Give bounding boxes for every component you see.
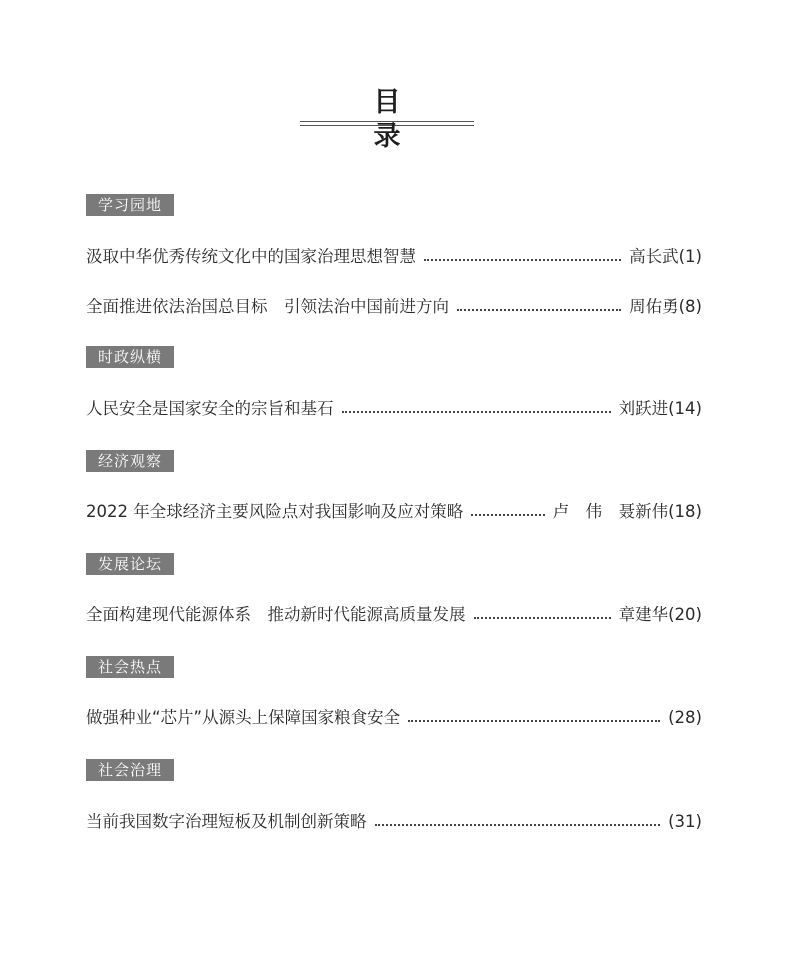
entry-page: (28) — [668, 708, 702, 727]
dot-leader — [474, 617, 611, 619]
entry-page: (8) — [678, 297, 702, 316]
page-title: 目 录 — [373, 87, 520, 152]
toc-entry[interactable] — [86, 811, 702, 833]
dot-leader — [471, 514, 544, 516]
dot-leader — [408, 720, 660, 722]
entry-page: (31) — [668, 812, 702, 831]
section-label-study: 学习园地 — [86, 194, 174, 216]
toc-entry[interactable] — [86, 296, 702, 318]
dot-leader — [457, 309, 621, 311]
section-label-social-governance: 社会治理 — [86, 759, 174, 781]
entry-title: 2022 年全球经济主要风险点对我国影响及应对策略 — [86, 502, 464, 521]
toc-entry[interactable] — [86, 398, 702, 420]
toc-entry[interactable] — [86, 501, 702, 523]
entry-author: 高长武 — [629, 247, 679, 266]
dot-leader — [342, 411, 611, 413]
toc-entry[interactable] — [86, 707, 702, 729]
entry-author: 周佑勇 — [629, 297, 679, 316]
entry-page: (14) — [668, 399, 702, 418]
section-label-politics: 时政纵横 — [86, 346, 174, 368]
entry-page: (20) — [668, 605, 702, 624]
entry-author: 刘跃进 — [618, 399, 669, 418]
entry-page: (1) — [678, 247, 702, 266]
section-label-development: 发展论坛 — [86, 553, 174, 575]
entry-title: 人民安全是国家安全的宗旨和基石 — [86, 399, 334, 418]
toc-entry[interactable] — [86, 604, 702, 626]
entry-title: 做强种业“芯片”从源头上保障国家粮食安全 — [86, 708, 401, 727]
dot-leader — [424, 259, 621, 261]
entry-title: 当前我国数字治理短板及机制创新策略 — [86, 812, 367, 831]
section-label-economy: 经济观察 — [86, 450, 174, 472]
entry-author: 卢 伟 聂新伟 — [552, 502, 669, 521]
entry-author: 章建华 — [618, 605, 669, 624]
entry-page: (18) — [668, 502, 702, 521]
section-label-social-hotspots: 社会热点 — [86, 656, 174, 678]
toc-entry[interactable] — [86, 246, 702, 268]
entry-title: 汲取中华优秀传统文化中的国家治理思想智慧 — [86, 247, 416, 266]
toc-heading — [300, 86, 520, 152]
entry-title: 全面构建现代能源体系 推动新时代能源高质量发展 — [86, 605, 466, 624]
entry-title: 全面推进依法治国总目标 引领法治中国前进方向 — [86, 297, 449, 316]
dot-leader — [375, 824, 661, 826]
